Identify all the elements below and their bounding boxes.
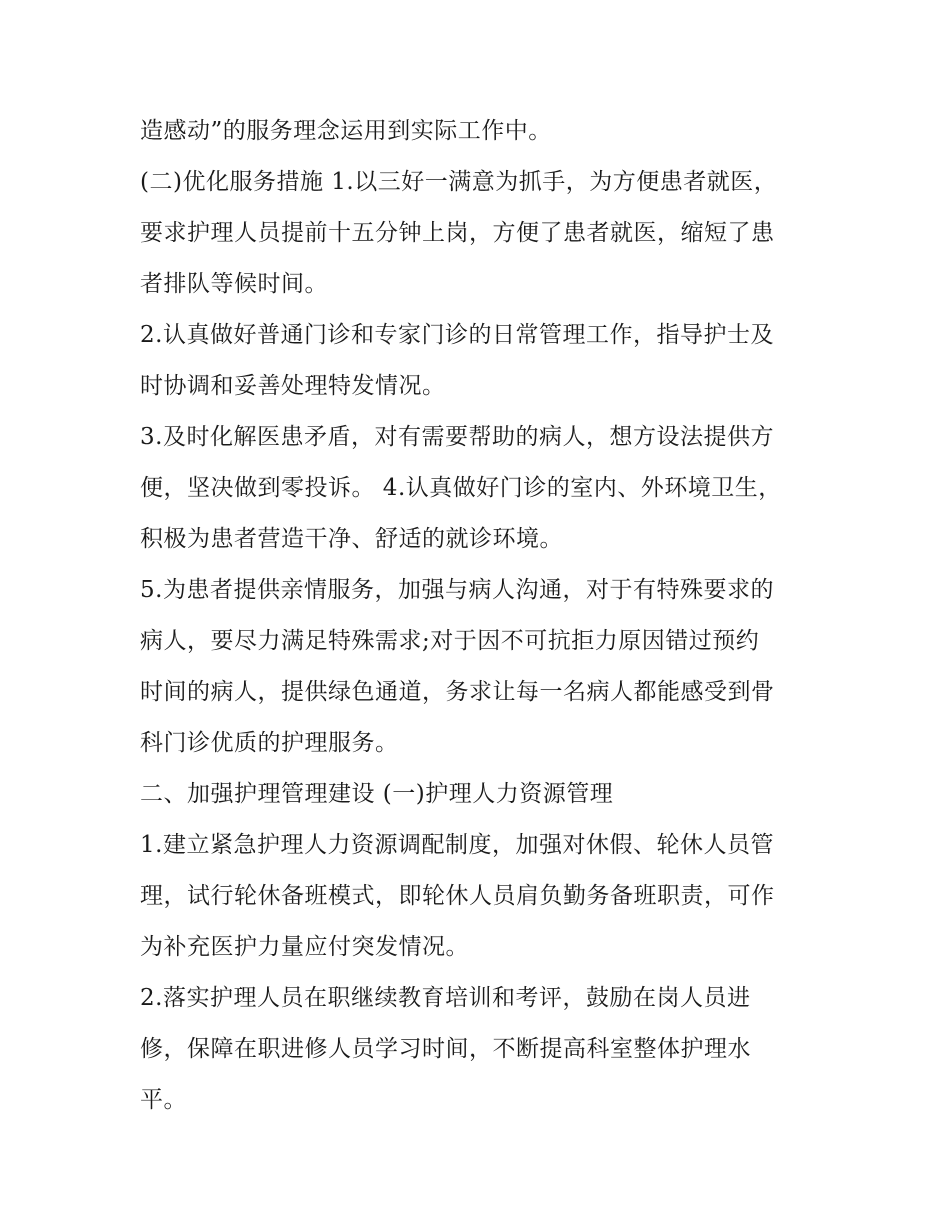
text-line: 便，坚决做到零投诉。 4.认真做好门诊的室内、外环境卫生，: [140, 475, 782, 501]
document-body: [140, 106, 820, 1126]
text-line: 者排队等候时间。: [140, 271, 328, 297]
text-line: 修，保障在职进修人员学习时间，不断提高科室整体护理水: [140, 1036, 751, 1062]
text-line: 为补充医护力量应付突发情况。: [140, 934, 469, 960]
text-line: 科门诊优质的护理服务。: [140, 730, 399, 756]
text-line: 病人，要尽力满足特殊需求;对于因不可抗拒力原因错过预约: [140, 628, 760, 654]
text-line: 2.认真做好普通门诊和专家门诊的日常管理工作，指导护士及: [140, 322, 774, 348]
text-line: 二、加强护理管理建设 (一)护理人力资源管理: [140, 781, 614, 807]
text-line: 时协调和妥善处理特发情况。: [140, 373, 446, 399]
text-line: 要求护理人员提前十五分钟上岗，方便了患者就医，缩短了患: [140, 220, 775, 246]
text-line: 平。: [140, 1087, 187, 1113]
text-line: 5.为患者提供亲情服务，加强与病人沟通，对于有特殊要求的: [140, 577, 774, 603]
text-line: 1.建立紧急护理人力资源调配制度，加强对休假、轮休人员管: [140, 832, 774, 858]
text-line: 积极为患者营造干净、舒适的就诊环境。: [140, 526, 563, 552]
text-line: (二)优化服务措施 1.以三好一满意为抓手，为方便患者就医，: [140, 169, 778, 195]
text-line: 理，试行轮休备班模式，即轮休人员肩负勤务备班职责，可作: [140, 883, 775, 909]
text-line: 造感动”的服务理念运用到实际工作中。: [140, 118, 552, 144]
text-line: 3.及时化解医患矛盾，对有需要帮助的病人，想方设法提供方: [140, 424, 774, 450]
text-line: 2.落实护理人员在职继续教育培训和考评，鼓励在岗人员进: [140, 985, 751, 1011]
text-line: 时间的病人，提供绿色通道，务求让每一名病人都能感受到骨: [140, 679, 775, 705]
